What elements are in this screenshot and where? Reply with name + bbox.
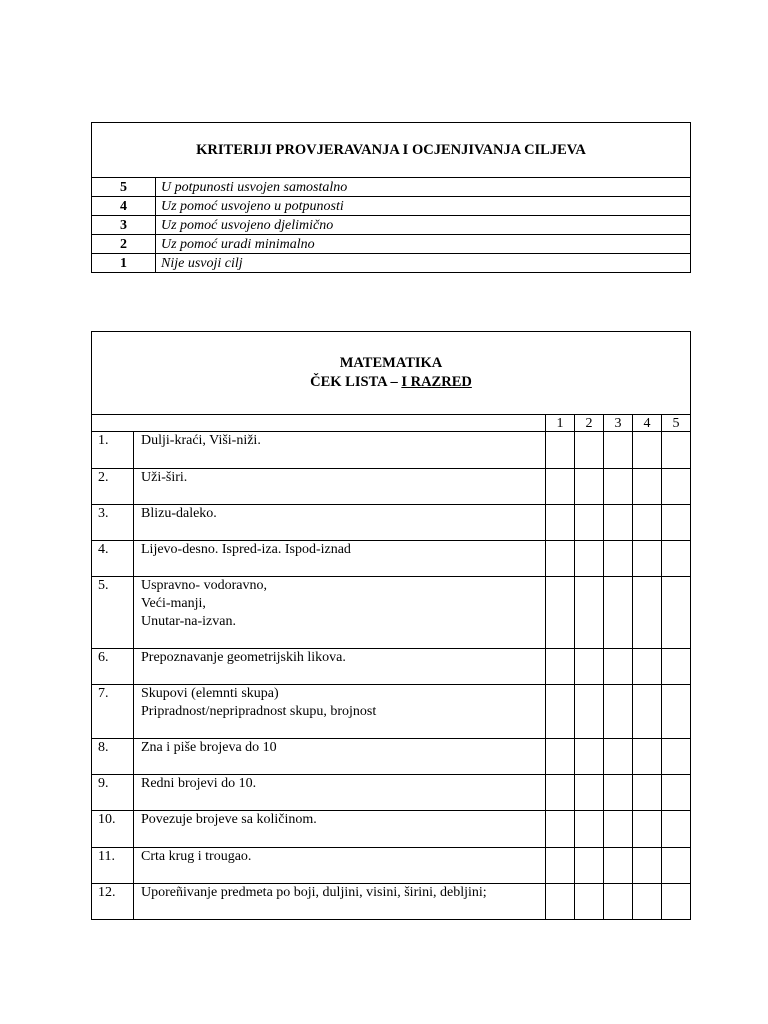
subject-title: MATEMATIKA: [339, 355, 443, 371]
rating-cell-3[interactable]: [604, 649, 633, 685]
rating-cell-2[interactable]: [575, 577, 604, 649]
item-number: 2.: [92, 469, 134, 505]
rating-cell-3[interactable]: [604, 469, 633, 505]
rating-cell-3[interactable]: [604, 541, 633, 577]
rating-cell-3[interactable]: [604, 811, 633, 848]
rating-cell-1[interactable]: [546, 739, 575, 775]
rating-cell-5[interactable]: [662, 739, 691, 775]
item-number: 12.: [92, 884, 134, 920]
rating-cell-4[interactable]: [633, 505, 662, 541]
criteria-description: U potpunosti usvojen samostalno: [156, 178, 691, 197]
criteria-description: Uz pomoć usvojeno u potpunosti: [156, 197, 691, 216]
rating-cell-3[interactable]: [604, 848, 633, 884]
scale-label: 1: [546, 415, 575, 432]
item-number: 10.: [92, 811, 134, 848]
rating-cell-2[interactable]: [575, 469, 604, 505]
item-description: [134, 848, 546, 884]
item-text-line: Prepoznavanje geometrijskih likova.: [141, 650, 346, 665]
item-number: 8.: [92, 739, 134, 775]
checklist-row: [92, 649, 691, 685]
rating-cell-4[interactable]: [633, 739, 662, 775]
item-text-line: Dulji-kraći, Viši-niži.: [141, 433, 261, 448]
rating-cell-1[interactable]: [546, 884, 575, 920]
checklist-row: [92, 739, 691, 775]
item-description: [134, 541, 546, 577]
checklist-subtitle: [92, 373, 690, 392]
rating-cell-3[interactable]: [604, 739, 633, 775]
rating-cell-5[interactable]: [662, 685, 691, 739]
rating-cell-2[interactable]: [575, 649, 604, 685]
rating-cell-4[interactable]: [633, 541, 662, 577]
item-number: 11.: [92, 848, 134, 884]
rating-cell-4[interactable]: [633, 685, 662, 739]
rating-cell-2[interactable]: [575, 884, 604, 920]
item-number: 6.: [92, 649, 134, 685]
rating-cell-2[interactable]: [575, 541, 604, 577]
checklist-row: [92, 577, 691, 649]
item-number: 3.: [92, 505, 134, 541]
item-text-line: Povezuje brojeve sa količinom.: [141, 812, 317, 827]
checklist-row: [92, 469, 691, 505]
rating-cell-2[interactable]: [575, 685, 604, 739]
criteria-grade: 2: [92, 235, 156, 254]
criteria-row: [92, 197, 691, 216]
checklist-row: [92, 685, 691, 739]
rating-cell-1[interactable]: [546, 577, 575, 649]
rating-cell-1[interactable]: [546, 685, 575, 739]
rating-cell-5[interactable]: [662, 577, 691, 649]
item-number: 1.: [92, 432, 134, 469]
checklist-row: [92, 775, 691, 811]
item-description: [134, 739, 546, 775]
rating-cell-1[interactable]: [546, 775, 575, 811]
rating-cell-5[interactable]: [662, 505, 691, 541]
item-number: 7.: [92, 685, 134, 739]
item-text-line: Pripradnost/nepripradnost skupu, brojnost: [141, 704, 377, 719]
rating-cell-2[interactable]: [575, 739, 604, 775]
rating-cell-1[interactable]: [546, 541, 575, 577]
checklist-table: [91, 331, 691, 920]
criteria-description: Nije usvoji cilj: [156, 254, 691, 273]
rating-cell-2[interactable]: [575, 775, 604, 811]
item-text-line: Uspravno- vodoravno,: [141, 578, 267, 593]
rating-cell-2[interactable]: [575, 848, 604, 884]
item-text-line: Crta krug i trougao.: [141, 849, 252, 864]
rating-cell-3[interactable]: [604, 577, 633, 649]
rating-cell-4[interactable]: [633, 775, 662, 811]
item-description: [134, 505, 546, 541]
rating-cell-4[interactable]: [633, 649, 662, 685]
rating-cell-5[interactable]: [662, 432, 691, 469]
item-text-line: Uži-širi.: [141, 470, 188, 485]
item-number: 4.: [92, 541, 134, 577]
item-text-line: Redni brojevi do 10.: [141, 776, 257, 791]
rating-cell-2[interactable]: [575, 505, 604, 541]
checklist-body: [92, 432, 691, 920]
scale-header-row: [92, 415, 691, 432]
item-text-line: Skupovi (elemnti skupa): [141, 686, 279, 701]
checklist-row: [92, 848, 691, 884]
item-text-line: Lijevo-desno. Ispred-iza. Ispod-iznad: [141, 542, 351, 557]
rating-cell-4[interactable]: [633, 432, 662, 469]
scale-label: 4: [633, 415, 662, 432]
rating-cell-4[interactable]: [633, 884, 662, 920]
rating-cell-1[interactable]: [546, 505, 575, 541]
checklist-row: [92, 505, 691, 541]
scale-label: 3: [604, 415, 633, 432]
item-number: 9.: [92, 775, 134, 811]
item-text-line: Uporeñivanje predmeta po boji, duljini, visini, širini, debljini;: [141, 885, 487, 900]
rating-cell-4[interactable]: [633, 811, 662, 848]
item-description: [134, 469, 546, 505]
item-description: [134, 685, 546, 739]
checklist-header: [92, 332, 691, 415]
rating-cell-5[interactable]: [662, 541, 691, 577]
checklist-row: [92, 432, 691, 469]
rating-cell-3[interactable]: [604, 775, 633, 811]
scale-label: 5: [662, 415, 691, 432]
rating-cell-4[interactable]: [633, 577, 662, 649]
criteria-row: [92, 235, 691, 254]
rating-cell-3[interactable]: [604, 505, 633, 541]
criteria-grade: 1: [92, 254, 156, 273]
checklist-row: [92, 541, 691, 577]
item-description: [134, 432, 546, 469]
item-text-line: Veći-manji,: [141, 596, 206, 611]
criteria-table: [91, 122, 691, 273]
rating-cell-1[interactable]: [546, 848, 575, 884]
criteria-row: [92, 254, 691, 273]
scale-header-spacer: [92, 415, 546, 432]
rating-cell-5[interactable]: [662, 811, 691, 848]
criteria-grade: 3: [92, 216, 156, 235]
rating-cell-2[interactable]: [575, 432, 604, 469]
criteria-description: Uz pomoć uradi minimalno: [156, 235, 691, 254]
rating-cell-5[interactable]: [662, 469, 691, 505]
rating-cell-1[interactable]: [546, 811, 575, 848]
checklist-row: [92, 811, 691, 848]
criteria-row: [92, 178, 691, 197]
criteria-description: Uz pomoć usvojeno djelimično: [156, 216, 691, 235]
criteria-row: [92, 216, 691, 235]
item-text-line: Unutar-na-izvan.: [141, 614, 236, 629]
item-description: [134, 811, 546, 848]
rating-cell-3[interactable]: [604, 432, 633, 469]
rating-cell-3[interactable]: [604, 884, 633, 920]
criteria-grade: 4: [92, 197, 156, 216]
item-description: [134, 577, 546, 649]
rating-cell-4[interactable]: [633, 469, 662, 505]
rating-cell-1[interactable]: [546, 469, 575, 505]
item-text-line: Blizu-daleko.: [141, 506, 217, 521]
scale-label: 2: [575, 415, 604, 432]
rating-cell-1[interactable]: [546, 649, 575, 685]
item-text-line: Zna i piše brojeva do 10: [141, 740, 277, 755]
checklist-row: [92, 884, 691, 920]
item-number: 5.: [92, 577, 134, 649]
item-description: [134, 649, 546, 685]
rating-cell-2[interactable]: [575, 811, 604, 848]
criteria-grade: 5: [92, 178, 156, 197]
item-description: [134, 775, 546, 811]
rating-cell-5[interactable]: [662, 649, 691, 685]
criteria-title: KRITERIJI PROVJERAVANJA I OCJENJIVANJA CILJEVA: [92, 123, 691, 178]
grade-level: I RAZRED: [401, 374, 472, 390]
rating-cell-5[interactable]: [662, 848, 691, 884]
rating-cell-1[interactable]: [546, 432, 575, 469]
checklist-subtitle-prefix: ČEK LISTA –: [310, 374, 402, 390]
item-description: [134, 884, 546, 920]
rating-cell-4[interactable]: [633, 848, 662, 884]
rating-cell-5[interactable]: [662, 775, 691, 811]
rating-cell-5[interactable]: [662, 884, 691, 920]
rating-cell-3[interactable]: [604, 685, 633, 739]
